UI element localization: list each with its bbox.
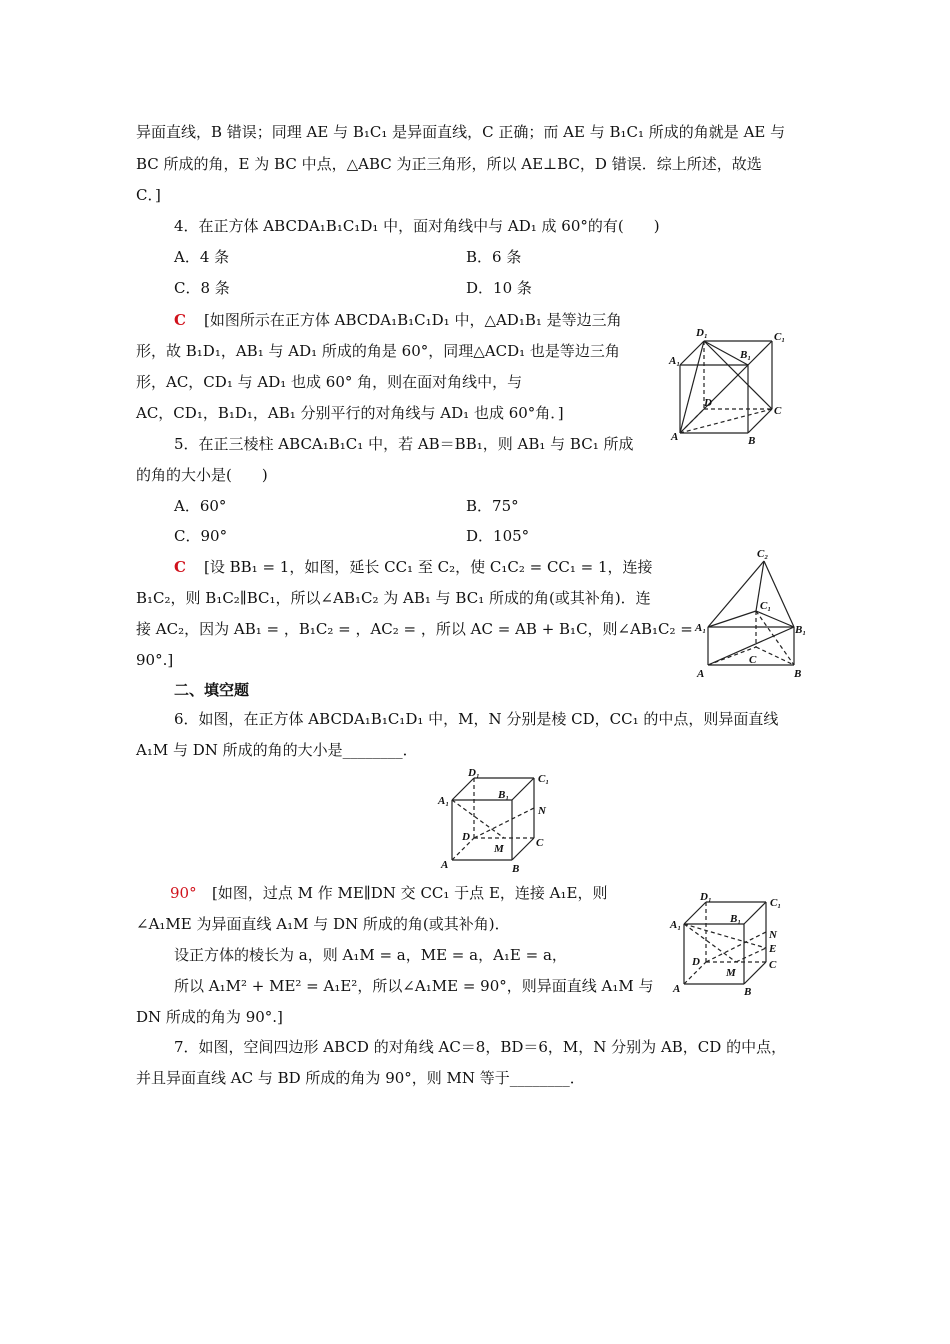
vertex-label: D (692, 956, 700, 968)
option-d: D．105° (466, 527, 530, 545)
vertex-label: E (769, 943, 777, 955)
question-6: 6．如图，在正方体 ABCDA₁B₁C₁D₁ 中，M，N 分别是棱 CD，CC₁ 的中点，则异面直线 (174, 710, 779, 728)
vertex-label: C₁ (760, 600, 772, 612)
solution-line: [设 BB₁ = 1，如图，延长 CC₁ 至 C₂，使 C₁C₂ = CC₁ = 1，连接 (204, 558, 653, 576)
vertex-label: A (671, 431, 679, 443)
vertex-label: M (494, 843, 504, 855)
question-5: 5．在正三棱柱 ABCA₁B₁C₁ 中，若 AB＝BB₁，则 AB₁ 与 BC₁ 所成 (174, 435, 634, 453)
option-c: C．8 条 (174, 279, 230, 297)
vertex-label: A (697, 668, 705, 680)
vertex-label: A₁ (438, 795, 450, 807)
vertex-label: A₁ (669, 355, 681, 367)
solution-line: 形，AC，CD₁ 与 AD₁ 也成 60° 角，则在面对角线中，与 (136, 373, 523, 391)
cube-figure-q4 (668, 320, 793, 448)
text-line: BC 所成的角，E 为 BC 中点，△ABC 为正三角形，所以 AE⊥BC，D 错误．综上所述，故选 (136, 155, 762, 173)
vertex-label: C₁ (770, 897, 782, 909)
vertex-label: B (744, 986, 752, 996)
solution-line: 90°.] (136, 651, 174, 669)
vertex-label: B (512, 863, 520, 874)
vertex-label: N (769, 929, 777, 941)
vertex-label: N (538, 805, 546, 817)
solution-line: 所以 A₁M² + ME² = A₁E²，所以∠A₁ME = 90°，则异面直线 A₁M 与 (174, 977, 654, 995)
option-b: B．75° (466, 497, 519, 515)
vertex-label: C (774, 405, 782, 417)
vertex-label: B₁ (795, 624, 807, 636)
cube-figure-q6 (436, 766, 558, 874)
vertex-label: A (441, 859, 449, 871)
question-7-cont: 并且异面直线 AC 与 BD 所成的角为 90°，则 MN 等于________． (136, 1069, 585, 1087)
answer-5: C (174, 558, 186, 576)
solution-line: 形，故 B₁D₁，AB₁ 与 AD₁ 所成的角是 60°，同理△ACD₁ 也是等边三角 (136, 342, 620, 360)
question-6-cont: A₁M 与 DN 所成的角的大小是________． (136, 741, 418, 759)
vertex-label: C (749, 654, 757, 666)
vertex-label: D₁ (468, 767, 480, 779)
vertex-label: B₁ (740, 349, 752, 361)
vertex-label: C₁ (774, 331, 786, 343)
text-line: C．] (136, 186, 161, 204)
solution-line: [如图所示在正方体 ABCDA₁B₁C₁D₁ 中，△AD₁B₁ 是等边三角 (204, 311, 622, 329)
vertex-label: B₁ (498, 789, 510, 801)
vertex-label: A₁ (670, 919, 682, 931)
vertex-label: B (794, 668, 802, 680)
vertex-label: C (536, 837, 544, 849)
option-a: A．60° (174, 497, 227, 515)
solution-line: ∠A₁ME 为异面直线 A₁M 与 DN 所成的角(或其补角)． (136, 915, 510, 933)
vertex-label: D₁ (696, 327, 708, 339)
vertex-label: C₂ (757, 548, 769, 560)
vertex-label: C₁ (538, 773, 550, 785)
vertex-label: D₁ (700, 891, 712, 903)
solution-line: B₁C₂，则 B₁C₂∥BC₁，所以∠AB₁C₂ 为 AB₁ 与 BC₁ 所成的角(或其补角)．连 (136, 589, 651, 607)
section-heading: 二、填空题 (174, 681, 250, 699)
solution-line: 设正方体的棱长为 a，则 A₁M = a，ME = a，A₁E = a， (174, 946, 567, 964)
vertex-label: A (673, 983, 681, 995)
vertex-label: D (704, 397, 712, 409)
question-7: 7．如图，空间四边形 ABCD 的对角线 AC＝8，BD＝6，M，N 分别为 AB，CD 的中点， (174, 1038, 787, 1056)
vertex-label: M (726, 967, 736, 979)
cube-figure-q6-solution (668, 886, 792, 996)
vertex-label: B (748, 435, 756, 447)
solution-line: DN 所成的角为 90°.] (136, 1008, 283, 1026)
vertex-label: B₁ (730, 913, 742, 925)
vertex-label: A₁ (695, 622, 707, 634)
vertex-label: D (462, 831, 470, 843)
solution-line: 接 AC₂，因为 AB₁ = ，B₁C₂ = ，AC₂ = ，所以 AC = AB + B₁C，则∠AB₁C₂ = (136, 620, 693, 638)
answer-4: C (174, 311, 186, 329)
option-b: B．6 条 (466, 248, 522, 266)
text-line: 异面直线，B 错误；同理 AE 与 B₁C₁ 是异面直线，C 正确；而 AE 与 B₁C₁ 所成的角就是 AE 与 (136, 123, 786, 141)
option-c: C．90° (174, 527, 228, 545)
option-d: D．10 条 (466, 279, 532, 297)
answer-6: 90° (170, 884, 197, 902)
prism-figure-q5 (694, 545, 812, 681)
solution-line: AC，CD₁，B₁D₁，AB₁ 分别平行的对角线与 AD₁ 也成 60°角．] (136, 404, 564, 422)
vertex-label: C (769, 959, 777, 971)
question-5-cont: 的角的大小是( ) (136, 466, 268, 484)
option-a: A．4 条 (174, 248, 230, 266)
solution-line: [如图，过点 M 作 ME∥DN 交 CC₁ 于点 E，连接 A₁E，则 (212, 884, 608, 902)
question-4: 4．在正方体 ABCDA₁B₁C₁D₁ 中，面对角线中与 AD₁ 成 60°的有( ) (174, 217, 660, 235)
